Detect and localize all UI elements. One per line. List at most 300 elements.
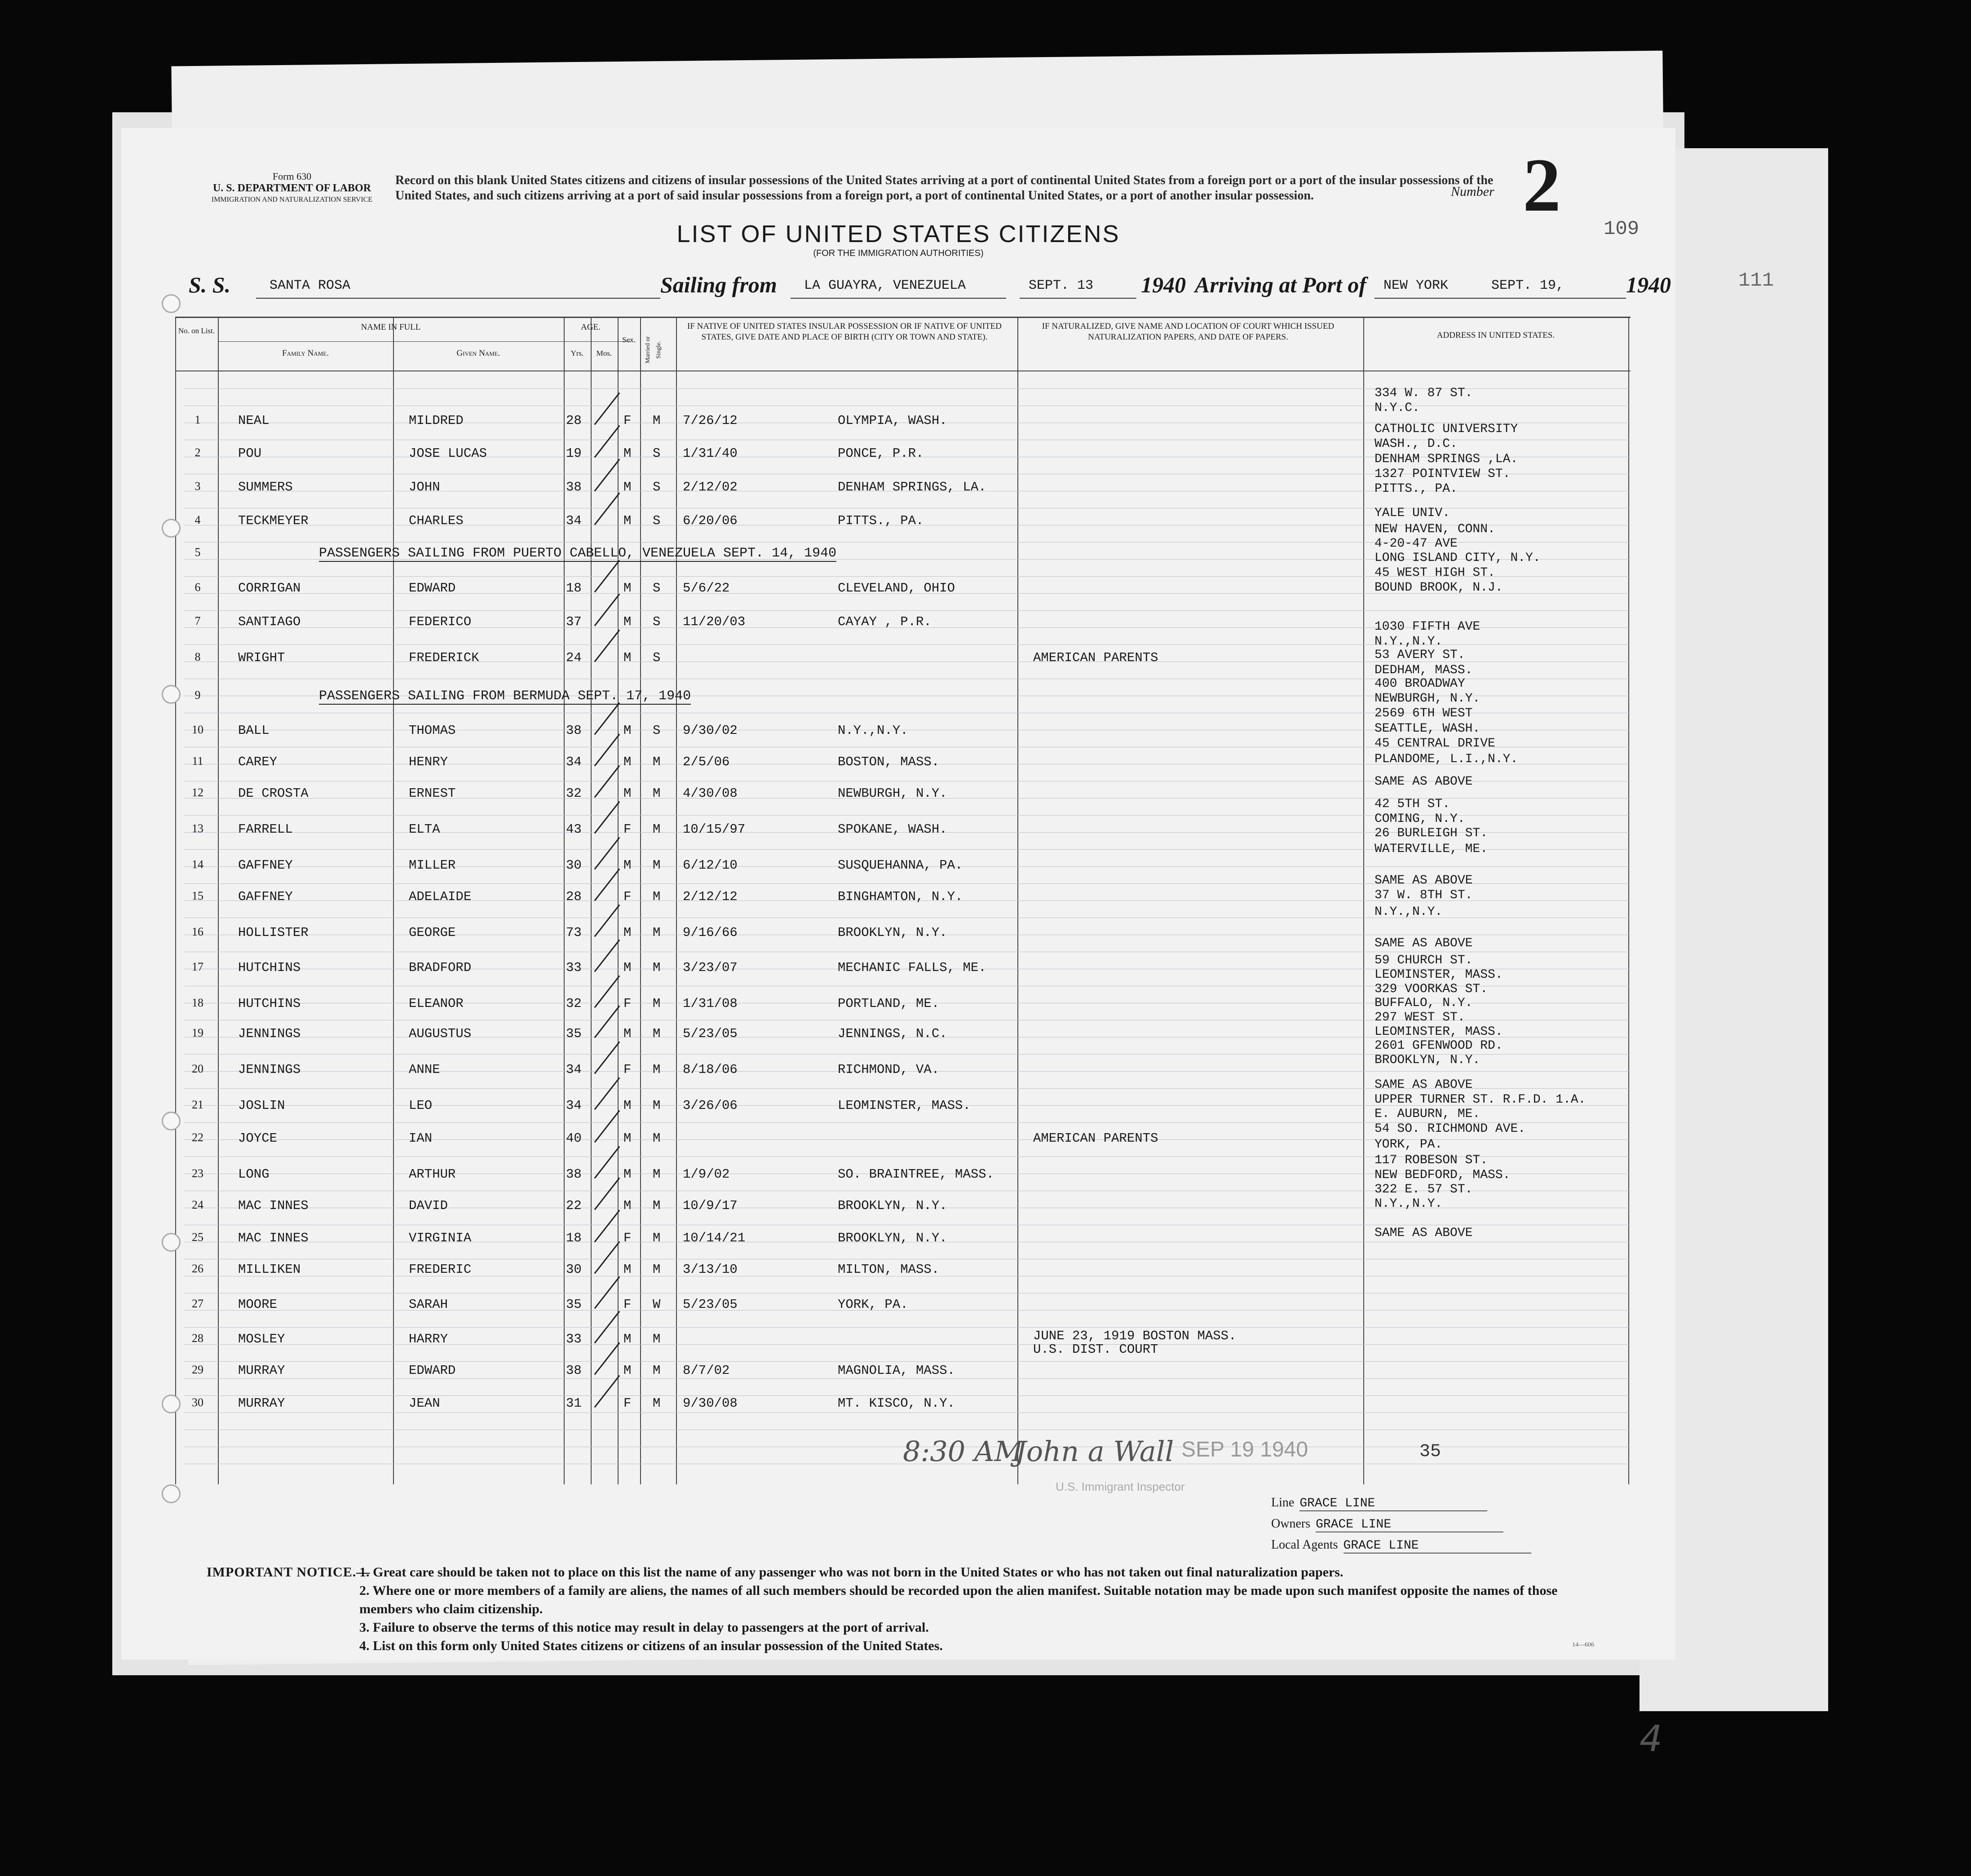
given-name: FEDERICO bbox=[409, 614, 472, 629]
family-name: LONG bbox=[238, 1167, 270, 1182]
marital-status: M bbox=[653, 858, 661, 873]
header-married-single: Married or Single. bbox=[645, 336, 662, 364]
sex: M bbox=[623, 1198, 632, 1213]
from-port: LA GUAYRA, VENEZUELA bbox=[804, 278, 966, 293]
check-mark bbox=[594, 905, 620, 937]
birth-date: 6/12/10 bbox=[683, 858, 738, 873]
age-years: 30 bbox=[566, 858, 582, 873]
check-mark bbox=[594, 1110, 620, 1143]
sex: M bbox=[623, 1363, 632, 1378]
notice-items bbox=[359, 1563, 1608, 1655]
check-mark bbox=[594, 734, 620, 767]
given-name: HENRY bbox=[409, 755, 448, 769]
record-instructions: Record on this blank United States citizens and citizens of insular possessions of the United States arriving at a port of continental United States from a foreign port or a port of the insular possessions of the United States, and such citizens arriving at a port of said insular possessions from a foreign port, a port of continental United States, or a port of another insular possession. bbox=[395, 173, 1494, 203]
birth-date: 10/9/17 bbox=[683, 1198, 738, 1213]
address-line: NEW BEDFORD, MASS. bbox=[1374, 1168, 1511, 1182]
address-line: SEATTLE, WASH. bbox=[1374, 722, 1480, 736]
sex: M bbox=[623, 960, 632, 975]
birth-place: OLYMPIA, WASH. bbox=[838, 413, 947, 428]
sex: F bbox=[623, 1396, 632, 1411]
age-years: 34 bbox=[566, 755, 582, 769]
given-name: EDWARD bbox=[409, 581, 456, 596]
family-name: CORRIGAN bbox=[238, 581, 301, 596]
given-name: THOMAS bbox=[409, 723, 456, 738]
birth-place: MAGNOLIA, MASS. bbox=[838, 1363, 955, 1378]
arrival-port: NEW YORK bbox=[1383, 278, 1449, 293]
address-line: LONG ISLAND CITY, N.Y. bbox=[1374, 551, 1541, 565]
ruled-line bbox=[184, 610, 1631, 611]
notice-item: 3. Failure to observe the terms of this notice may result in delay to passengers at the port of arrival. bbox=[359, 1620, 929, 1635]
row-number: 4 bbox=[194, 513, 201, 526]
binder-hole bbox=[162, 1484, 181, 1503]
given-name: ERNEST bbox=[409, 786, 456, 801]
check-mark bbox=[594, 1210, 620, 1243]
address-line: WASH., D.C. bbox=[1374, 437, 1458, 451]
birth-date: 3/23/07 bbox=[683, 960, 738, 975]
address-line: COMING, N.Y. bbox=[1374, 812, 1465, 826]
family-name: MILLIKEN bbox=[238, 1262, 301, 1277]
marital-status: S bbox=[653, 650, 661, 665]
age-years: 32 bbox=[566, 996, 582, 1011]
age-years: 18 bbox=[566, 581, 582, 596]
header-age: AGE. bbox=[581, 322, 601, 332]
sex: M bbox=[623, 650, 632, 665]
birth-date: 9/30/08 bbox=[683, 1396, 738, 1411]
age-years: 34 bbox=[566, 1062, 582, 1077]
birth-place: CAYAY , P.R. bbox=[838, 614, 932, 629]
row-number: 26 bbox=[192, 1262, 203, 1275]
sex: M bbox=[623, 446, 632, 461]
marital-status: S bbox=[653, 513, 661, 528]
row-number: 13 bbox=[192, 822, 203, 835]
given-name: BRADFORD bbox=[409, 960, 472, 975]
stamped-number: 109 bbox=[1604, 218, 1640, 240]
birth-date: 7/26/12 bbox=[683, 413, 738, 428]
sex: M bbox=[623, 1262, 632, 1277]
birth-date: 2/5/06 bbox=[683, 755, 730, 769]
birth-date: 11/20/03 bbox=[683, 614, 746, 629]
birth-date: 2/12/02 bbox=[683, 480, 738, 494]
family-name: HUTCHINS bbox=[238, 996, 301, 1011]
address-line: UPPER TURNER ST. R.F.D. 1.A. bbox=[1374, 1093, 1586, 1107]
owners-value: GRACE LINE bbox=[1316, 1518, 1503, 1532]
check-mark bbox=[594, 630, 620, 662]
row-number: 15 bbox=[192, 889, 203, 902]
marital-status: S bbox=[653, 581, 661, 596]
sex: M bbox=[623, 480, 632, 494]
binder-hole bbox=[162, 519, 181, 538]
family-name: WRIGHT bbox=[238, 650, 285, 665]
sail-date: SEPT. 13 bbox=[1029, 278, 1094, 293]
agents-label: Local Agents bbox=[1271, 1538, 1338, 1552]
birth-date: 9/30/02 bbox=[683, 723, 738, 738]
address-line: YORK, PA. bbox=[1374, 1138, 1443, 1152]
page-subtitle: (FOR THE IMMIGRATION AUTHORITIES) bbox=[813, 248, 984, 258]
given-name: DAVID bbox=[409, 1198, 448, 1213]
row-number: 30 bbox=[192, 1396, 203, 1409]
address-line: 400 BROADWAY bbox=[1374, 677, 1465, 691]
birth-place: SUSQUEHANNA, PA. bbox=[838, 858, 963, 873]
marital-status: M bbox=[653, 996, 661, 1011]
address-line: 329 VOORKAS ST. bbox=[1374, 982, 1488, 996]
page-mark: 35 bbox=[1419, 1442, 1441, 1462]
birth-place: JENNINGS, N.C. bbox=[838, 1026, 947, 1041]
ss-label: S. S. bbox=[189, 272, 231, 297]
birth-date: 8/18/06 bbox=[683, 1062, 738, 1077]
address-line: LEOMINSTER, MASS. bbox=[1374, 1025, 1503, 1039]
age-years: 37 bbox=[566, 614, 582, 629]
address-line: 26 BURLEIGH ST. bbox=[1374, 826, 1488, 840]
birth-place: RICHMOND, VA. bbox=[838, 1062, 940, 1077]
notice-item: 2. Where one or more members of a family are aliens, the names of all such members should be recorded upon the alien manifest. Suitable notation may be made upon such manifest opposite the names of those members who claim citizenship. bbox=[359, 1583, 1558, 1616]
given-name: ELEANOR bbox=[409, 996, 464, 1011]
address-line: PLANDOME, L.I.,N.Y. bbox=[1374, 752, 1518, 766]
row-number: 6 bbox=[194, 581, 201, 594]
address-line: N.Y.C. bbox=[1374, 401, 1420, 415]
address-line: DENHAM SPRINGS ,LA. bbox=[1374, 452, 1518, 466]
sex: F bbox=[623, 1297, 632, 1312]
birth-date: 5/23/05 bbox=[683, 1026, 738, 1041]
address-line: BOUND BROOK, N.J. bbox=[1374, 581, 1503, 595]
birth-date: 8/7/02 bbox=[683, 1363, 730, 1378]
address-line: 1030 FIFTH AVE bbox=[1374, 620, 1480, 634]
family-name: JENNINGS bbox=[238, 1062, 301, 1077]
marital-status: M bbox=[653, 1198, 661, 1213]
line-field bbox=[1271, 1496, 1487, 1510]
marital-status: M bbox=[653, 1098, 661, 1113]
address-line: 42 5TH ST. bbox=[1374, 797, 1450, 811]
given-name: IAN bbox=[409, 1131, 433, 1146]
given-name: FREDERICK bbox=[409, 650, 479, 665]
birth-place: MILTON, MASS. bbox=[838, 1262, 940, 1277]
row-number: 20 bbox=[192, 1062, 203, 1075]
naturalization-28-line1: JUNE 23, 1919 BOSTON MASS. bbox=[1033, 1329, 1237, 1343]
sex: F bbox=[623, 1062, 632, 1077]
address-line: YALE UNIV. bbox=[1374, 506, 1450, 520]
age-years: 34 bbox=[566, 513, 582, 528]
age-years: 33 bbox=[566, 1332, 582, 1346]
sex: M bbox=[623, 581, 632, 596]
address-line: 54 SO. RICHMOND AVE. bbox=[1374, 1122, 1526, 1136]
birth-date: 2/12/12 bbox=[683, 889, 738, 904]
address-line: E. AUBURN, ME. bbox=[1374, 1107, 1480, 1121]
address-line: 334 W. 87 ST. bbox=[1374, 386, 1473, 400]
header-given-name: Given Name. bbox=[456, 349, 500, 358]
row-number: 29 bbox=[192, 1363, 203, 1376]
birth-date: 1/31/40 bbox=[683, 446, 738, 461]
sex: M bbox=[623, 858, 632, 873]
row-number: 28 bbox=[192, 1332, 203, 1345]
given-name: CHARLES bbox=[409, 513, 464, 528]
row-number: 5 bbox=[194, 546, 201, 559]
check-mark bbox=[594, 869, 620, 901]
ruled-line bbox=[184, 1327, 1631, 1328]
binder-hole bbox=[162, 1233, 181, 1252]
marital-status: M bbox=[653, 755, 661, 769]
family-name: HOLLISTER bbox=[238, 925, 309, 940]
age-years: 28 bbox=[566, 889, 582, 904]
marital-status: M bbox=[653, 1262, 661, 1277]
birth-place: BROOKLYN, N.Y. bbox=[838, 1198, 947, 1213]
port-underline bbox=[791, 298, 1006, 299]
form-number: Form 630 bbox=[272, 171, 312, 182]
address-line: 45 CENTRAL DRIVE bbox=[1374, 737, 1495, 750]
sex: F bbox=[623, 996, 632, 1011]
marital-status: M bbox=[653, 413, 661, 428]
row-number: 23 bbox=[192, 1167, 203, 1180]
check-mark bbox=[594, 1241, 620, 1274]
address-line: 2601 GFENWOOD RD. bbox=[1374, 1039, 1503, 1053]
ship-name: SANTA ROSA bbox=[270, 278, 351, 293]
address-line: NEW HAVEN, CONN. bbox=[1374, 522, 1495, 536]
birth-place: PONCE, P.R. bbox=[838, 446, 924, 461]
birth-date: 3/26/06 bbox=[683, 1098, 738, 1113]
age-years: 19 bbox=[566, 446, 582, 461]
owners-field bbox=[1271, 1517, 1503, 1532]
age-years: 18 bbox=[566, 1231, 582, 1245]
address-line: N.Y.,N.Y. bbox=[1374, 635, 1443, 649]
corner-mark: 4 bbox=[1640, 1718, 1662, 1760]
given-name: ELTA bbox=[409, 822, 440, 837]
sex: F bbox=[623, 413, 632, 428]
family-name: MOORE bbox=[238, 1297, 278, 1312]
notice-heading: IMPORTANT NOTICE.— bbox=[207, 1565, 371, 1580]
ruled-line bbox=[184, 1361, 1631, 1362]
check-mark bbox=[594, 765, 620, 798]
birth-place: CLEVELAND, OHIO bbox=[838, 581, 955, 596]
row-number: 22 bbox=[192, 1131, 203, 1144]
sailing-label: Sailing from bbox=[660, 272, 777, 297]
family-name: JOYCE bbox=[238, 1131, 278, 1146]
address-line: 2569 6TH WEST bbox=[1374, 706, 1473, 720]
address-line: 297 WEST ST. bbox=[1374, 1011, 1465, 1024]
address-line: N.Y.,N.Y. bbox=[1374, 905, 1443, 919]
sex: M bbox=[623, 614, 632, 629]
birth-place: DENHAM SPRINGS, LA. bbox=[838, 480, 986, 494]
address-line: SAME AS ABOVE bbox=[1374, 1226, 1473, 1240]
marital-status: M bbox=[653, 822, 661, 837]
address-line: 117 ROBESON ST. bbox=[1374, 1153, 1488, 1167]
naturalization: AMERICAN PARENTS bbox=[1033, 1131, 1158, 1146]
family-name: NEAL bbox=[238, 413, 270, 428]
age-years: 22 bbox=[566, 1198, 582, 1213]
given-name: JOSE LUCAS bbox=[409, 446, 487, 461]
binder-hole bbox=[162, 685, 181, 704]
check-mark bbox=[594, 1342, 620, 1375]
birth-place: MT. KISCO, N.Y. bbox=[838, 1396, 955, 1411]
given-name: FREDERIC bbox=[409, 1262, 472, 1277]
given-name: HARRY bbox=[409, 1332, 448, 1346]
row-number: 2 bbox=[194, 446, 201, 459]
notice-item: 4. List on this form only United States citizens or citizens of an insular possession of the United States. bbox=[359, 1638, 943, 1653]
row-number: 3 bbox=[194, 480, 201, 493]
header-sex: Sex. bbox=[622, 335, 636, 344]
inspector-label: U.S. Immigrant Inspector bbox=[1056, 1480, 1185, 1493]
address-line: SAME AS ABOVE bbox=[1374, 1078, 1473, 1092]
age-years: 33 bbox=[566, 960, 582, 975]
marital-status: M bbox=[653, 1062, 661, 1077]
service: IMMIGRATION AND NATURALIZATION SERVICE bbox=[211, 196, 373, 203]
family-name: POU bbox=[238, 446, 262, 461]
check-mark bbox=[594, 1178, 620, 1210]
birth-place: NEWBURGH, N.Y. bbox=[838, 786, 947, 801]
age-years: 38 bbox=[566, 480, 582, 494]
address-line: 37 W. 8TH ST. bbox=[1374, 888, 1473, 902]
row-number: 25 bbox=[192, 1231, 203, 1244]
check-mark bbox=[594, 393, 620, 425]
department: U. S. DEPARTMENT OF LABOR bbox=[212, 182, 371, 194]
row-number: 14 bbox=[192, 858, 203, 871]
header-name-in-full: NAME IN FULL bbox=[361, 322, 421, 332]
date-underline bbox=[1020, 298, 1136, 299]
ruled-line bbox=[184, 1378, 1631, 1379]
given-name: JEAN bbox=[409, 1396, 440, 1411]
family-name: GAFFNEY bbox=[238, 858, 293, 873]
address-line: 53 AVERY ST. bbox=[1374, 648, 1465, 662]
check-mark bbox=[594, 940, 620, 972]
sex: M bbox=[623, 1098, 632, 1113]
age-years: 31 bbox=[566, 1396, 582, 1411]
address-line: SAME AS ABOVE bbox=[1374, 775, 1473, 789]
sex: F bbox=[623, 822, 632, 837]
family-name: JENNINGS bbox=[238, 1026, 301, 1041]
handwritten-time: 8:30 AM bbox=[903, 1435, 1023, 1468]
marital-status: M bbox=[653, 1332, 661, 1346]
birth-date: 9/16/66 bbox=[683, 925, 738, 940]
address-line: 322 E. 57 ST. bbox=[1374, 1183, 1473, 1196]
check-mark bbox=[594, 1042, 620, 1074]
birth-place: SO. BRAINTREE, MASS. bbox=[838, 1167, 994, 1182]
given-name: AUGUSTUS bbox=[409, 1026, 472, 1041]
row-number: 12 bbox=[192, 786, 203, 799]
check-mark bbox=[594, 837, 620, 870]
naturalization: AMERICAN PARENTS bbox=[1033, 650, 1158, 665]
binder-hole bbox=[162, 1112, 181, 1130]
family-name: JOSLIN bbox=[238, 1098, 285, 1113]
sex: M bbox=[623, 1131, 632, 1146]
address-line: DEDHAM, MASS. bbox=[1374, 663, 1473, 677]
family-name: SANTIAGO bbox=[238, 614, 301, 629]
page-title: LIST OF UNITED STATES CITIZENS bbox=[676, 221, 1120, 247]
manifest-page bbox=[121, 128, 1675, 1760]
row-number: 10 bbox=[192, 723, 203, 736]
check-mark bbox=[594, 459, 620, 492]
birth-place: YORK, PA. bbox=[838, 1297, 908, 1312]
age-years: 32 bbox=[566, 786, 582, 801]
address-line: SAME AS ABOVE bbox=[1374, 936, 1473, 950]
birth-date: 10/14/21 bbox=[683, 1231, 746, 1245]
given-name: EDWARD bbox=[409, 1363, 456, 1378]
birth-place: N.Y.,N.Y. bbox=[838, 723, 908, 738]
given-name: ANNE bbox=[409, 1062, 440, 1077]
header-family-name: Family Name. bbox=[282, 349, 329, 358]
owners-label: Owners bbox=[1271, 1517, 1311, 1531]
birth-place: BOSTON, MASS. bbox=[838, 755, 940, 769]
birth-place: PORTLAND, ME. bbox=[838, 996, 940, 1011]
address-line: PITTS., PA. bbox=[1374, 482, 1458, 496]
family-name: MURRAY bbox=[238, 1363, 285, 1378]
sex: F bbox=[623, 889, 632, 904]
row-number: 16 bbox=[192, 925, 203, 938]
arrival-underline bbox=[1374, 298, 1626, 299]
age-years: 35 bbox=[566, 1026, 582, 1041]
section-bermuda: PASSENGERS SAILING FROM BERMUDA SEPT. 17, 1940 bbox=[319, 689, 691, 704]
marital-status: S bbox=[653, 723, 661, 738]
birth-date: 5/23/05 bbox=[683, 1297, 738, 1312]
address-line: BUFFALO, N.Y. bbox=[1374, 996, 1473, 1010]
number-label: Number bbox=[1451, 184, 1494, 199]
sex: M bbox=[623, 1026, 632, 1041]
age-years: 40 bbox=[566, 1131, 582, 1146]
marital-status: M bbox=[653, 1167, 661, 1182]
naturalization-28-line2: U.S. DIST. COURT bbox=[1033, 1342, 1158, 1357]
row-number: 11 bbox=[192, 755, 203, 768]
line-value: GRACE LINE bbox=[1299, 1496, 1487, 1511]
age-years: 38 bbox=[566, 1167, 582, 1182]
family-name: MAC INNES bbox=[238, 1231, 309, 1245]
marital-status: M bbox=[653, 1396, 661, 1411]
check-mark bbox=[594, 801, 620, 834]
age-years: 30 bbox=[566, 1262, 582, 1277]
marital-status: M bbox=[653, 1026, 661, 1041]
address-line: 4-20-47 AVE bbox=[1374, 537, 1458, 551]
check-mark bbox=[594, 493, 620, 525]
printer-mark: 14—606 bbox=[1572, 1642, 1594, 1648]
family-name: MURRAY bbox=[238, 1396, 285, 1411]
row-number: 24 bbox=[192, 1198, 203, 1211]
marital-status: M bbox=[653, 960, 661, 975]
check-mark bbox=[594, 594, 620, 627]
family-name: CAREY bbox=[238, 755, 278, 769]
age-years: 35 bbox=[566, 1297, 582, 1312]
notice-item: 1. Great care should be taken not to place on this list the name of any passenger who was not born in the United States or who has not taken out final naturalization papers. bbox=[359, 1565, 1343, 1580]
address-line: 45 WEST HIGH ST. bbox=[1374, 566, 1495, 580]
agents-value: GRACE LINE bbox=[1343, 1539, 1531, 1554]
marital-status: M bbox=[653, 889, 661, 904]
birth-date: 3/13/10 bbox=[683, 1262, 738, 1277]
sex: F bbox=[623, 1231, 632, 1245]
birth-place: MECHANIC FALLS, ME. bbox=[838, 960, 986, 975]
address-line: 59 CHURCH ST. bbox=[1374, 953, 1473, 967]
given-name: SARAH bbox=[409, 1297, 448, 1312]
given-name: MILDRED bbox=[409, 413, 464, 428]
check-mark bbox=[594, 1276, 620, 1309]
marital-status: M bbox=[653, 1231, 661, 1245]
given-name: JOHN bbox=[409, 480, 440, 494]
sex: M bbox=[623, 786, 632, 801]
birth-place: PITTS., PA. bbox=[838, 513, 924, 528]
row-number: 18 bbox=[192, 996, 203, 1009]
header-naturalized: IF NATURALIZED, GIVE NAME AND LOCATION OF COURT WHICH ISSUED NATURALIZATION PAPERS, AND DATE OF PAPERS. bbox=[1042, 322, 1335, 342]
address-line: 1327 POINTVIEW ST. bbox=[1374, 467, 1511, 481]
birth-place: LEOMINSTER, MASS. bbox=[838, 1098, 971, 1113]
header-no: No. on List. bbox=[178, 327, 215, 335]
family-name: DE CROSTA bbox=[238, 786, 309, 801]
family-name: SUMMERS bbox=[238, 480, 293, 494]
row-number: 27 bbox=[192, 1297, 203, 1310]
birth-place: BROOKLYN, N.Y. bbox=[838, 925, 947, 940]
age-years: 34 bbox=[566, 1098, 582, 1113]
age-years: 28 bbox=[566, 413, 582, 428]
family-name: TECKMEYER bbox=[238, 513, 309, 528]
check-mark bbox=[594, 1375, 620, 1408]
given-name: LEO bbox=[409, 1098, 433, 1113]
marital-status: S bbox=[653, 446, 661, 461]
marital-status: M bbox=[653, 1131, 661, 1146]
address-line: CATHOLIC UNIVERSITY bbox=[1374, 422, 1518, 436]
birth-place: SPOKANE, WASH. bbox=[838, 822, 947, 837]
sex: M bbox=[623, 1332, 632, 1346]
